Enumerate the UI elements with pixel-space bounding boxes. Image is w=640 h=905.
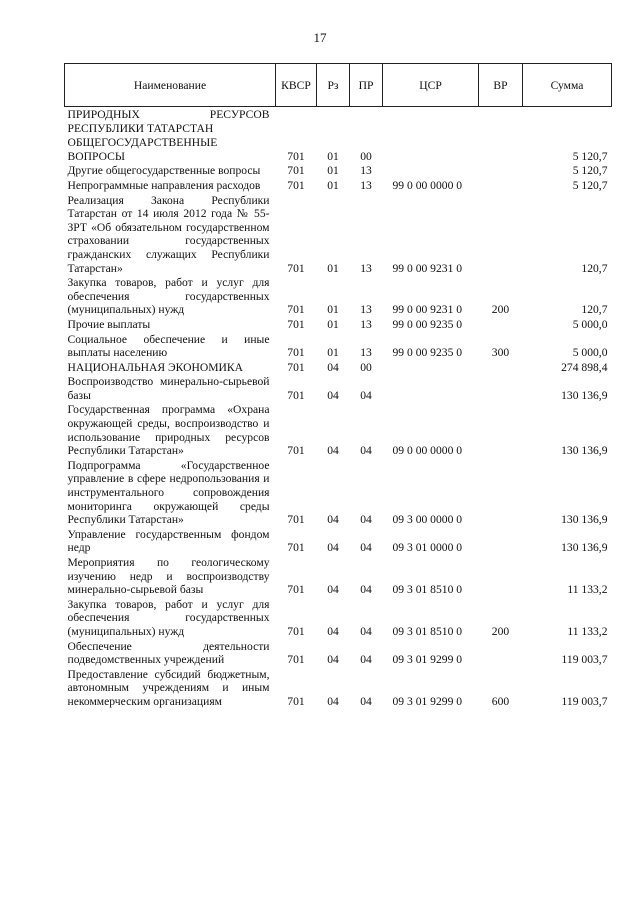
row-sum: 130 136,9 <box>561 513 608 527</box>
table-row <box>65 667 612 709</box>
row-vr <box>479 178 523 193</box>
row-sum: 119 003,7 <box>561 694 608 708</box>
row-rz: 04 <box>327 444 339 458</box>
row-name: Обеспечение деятельности подведомственных учреждений <box>67 639 270 667</box>
table-row <box>65 317 612 332</box>
row-sum: 5 120,7 <box>572 149 608 163</box>
row-csr: 09 3 01 9299 0 <box>392 653 463 667</box>
table-row <box>65 527 612 555</box>
row-name: Социальное обеспечение и иные выплаты населению <box>67 332 270 360</box>
column-header-rz: Рз <box>317 64 350 107</box>
row-csr <box>383 374 479 402</box>
row-kvsr: 701 <box>287 653 305 667</box>
page-number: 17 <box>313 30 327 45</box>
row-rz: 04 <box>327 653 339 667</box>
row-csr <box>383 360 479 375</box>
row-sum: 5 120,7 <box>572 178 608 192</box>
row-csr: 09 3 01 8510 0 <box>392 583 463 597</box>
table-row <box>65 193 612 276</box>
row-pr: 13 <box>360 261 372 275</box>
row-sum: 130 136,9 <box>561 388 608 402</box>
row-vr <box>479 458 523 527</box>
row-pr: 04 <box>360 694 372 708</box>
row-csr: 09 3 01 9299 0 <box>392 694 463 708</box>
row-pr: 04 <box>360 541 372 555</box>
row-kvsr: 701 <box>287 317 305 331</box>
row-vr <box>479 555 523 597</box>
row-sum: 5 000,0 <box>572 317 608 331</box>
row-rz: 04 <box>327 694 339 708</box>
row-kvsr <box>276 107 317 136</box>
table-row <box>65 178 612 193</box>
row-name: Подпрограмма «Государственное управление в сфере недропользования и инструментального сопровождения мониторинга окружающей среды Республики Татарстан» <box>67 458 270 527</box>
row-vr <box>479 639 523 667</box>
row-rz: 01 <box>327 346 339 360</box>
column-header-vr: ВР <box>479 64 523 107</box>
row-sum: 120,7 <box>581 303 608 317</box>
row-sum: 5 120,7 <box>572 164 608 178</box>
row-rz: 04 <box>327 583 339 597</box>
budget-table <box>64 63 612 709</box>
row-name: Мероприятия по геологическому изучению недр и воспроизводству минерально-сырьевой базы <box>67 556 270 597</box>
table-row <box>65 107 612 136</box>
row-csr: 09 0 00 0000 0 <box>392 444 463 458</box>
row-name: ОБЩЕГОСУДАРСТВЕННЫЕ ВОПРОСЫ <box>67 136 218 163</box>
column-header-name: Наименование <box>65 64 276 107</box>
row-name: Воспроизводство минерально-сырьевой базы <box>67 375 270 402</box>
row-pr: 13 <box>360 178 372 192</box>
table-row <box>65 374 612 402</box>
row-rz: 01 <box>327 164 339 178</box>
row-vr: 300 <box>491 346 510 360</box>
row-name: Управление государственным фондом недр <box>67 527 270 555</box>
row-rz: 04 <box>327 360 339 374</box>
row-csr: 99 0 00 9231 0 <box>392 261 463 275</box>
row-kvsr: 701 <box>287 261 305 275</box>
table-row <box>65 639 612 667</box>
row-vr <box>479 527 523 555</box>
row-name: Непрограммные направления расходов <box>67 178 261 192</box>
row-rz: 04 <box>327 541 339 555</box>
row-kvsr: 701 <box>287 164 305 178</box>
row-rz: 04 <box>327 624 339 638</box>
row-vr: 200 <box>491 624 510 638</box>
row-name: НАЦИОНАЛЬНАЯ ЭКОНОМИКА <box>67 360 244 374</box>
table-row <box>65 275 612 317</box>
row-csr: 99 0 00 0000 0 <box>392 178 463 192</box>
row-sum: 274 898,4 <box>561 360 608 374</box>
row-vr <box>479 360 523 375</box>
row-kvsr: 701 <box>287 513 305 527</box>
row-sum: 120,7 <box>581 261 608 275</box>
row-pr: 04 <box>360 653 372 667</box>
table-row <box>65 555 612 597</box>
row-rz: 04 <box>327 513 339 527</box>
row-csr: 99 0 00 9235 0 <box>392 317 463 331</box>
row-rz: 04 <box>327 388 339 402</box>
row-vr <box>479 193 523 276</box>
row-sum: 119 003,7 <box>561 653 608 667</box>
row-kvsr: 701 <box>287 388 305 402</box>
row-vr <box>479 135 523 163</box>
row-pr: 04 <box>360 444 372 458</box>
row-csr: 09 3 01 0000 0 <box>392 541 463 555</box>
table-row <box>65 597 612 639</box>
row-vr <box>479 163 523 178</box>
row-sum: 11 133,2 <box>567 624 608 638</box>
row-csr <box>383 135 479 163</box>
row-kvsr: 701 <box>287 541 305 555</box>
row-pr: 04 <box>360 388 372 402</box>
row-vr: 600 <box>491 694 510 708</box>
row-csr <box>383 107 479 136</box>
table-row <box>65 163 612 178</box>
row-name: Закупка товаров, работ и услуг для обеспечения государственных (муниципальных) нужд <box>67 276 270 317</box>
row-kvsr: 701 <box>287 360 305 374</box>
row-name: Закупка товаров, работ и услуг для обеспечения государственных (муниципальных) нужд <box>67 597 270 638</box>
column-header-sum: Сумма <box>523 64 612 107</box>
table-header-row <box>65 64 612 107</box>
table-row <box>65 458 612 527</box>
column-header-pr: ПР <box>350 64 383 107</box>
row-pr: 00 <box>360 360 372 374</box>
row-kvsr: 701 <box>287 694 305 708</box>
row-sum: 5 000,0 <box>572 346 608 360</box>
row-kvsr: 701 <box>287 178 305 192</box>
row-rz: 01 <box>327 261 339 275</box>
row-pr <box>350 107 383 136</box>
row-name: Прочие выплаты <box>67 317 151 331</box>
row-csr: 99 0 00 9231 0 <box>392 303 463 317</box>
row-sum: 130 136,9 <box>561 541 608 555</box>
row-kvsr: 701 <box>287 149 305 163</box>
row-sum: 130 136,9 <box>561 444 608 458</box>
row-csr: 09 3 01 8510 0 <box>392 624 463 638</box>
row-pr: 00 <box>360 149 372 163</box>
row-name: Другие общегосударственные вопросы <box>67 164 261 178</box>
table-row <box>65 360 612 375</box>
column-header-kvsr: КВСР <box>276 64 317 107</box>
row-pr: 13 <box>360 317 372 331</box>
row-rz: 01 <box>327 317 339 331</box>
row-rz <box>317 107 350 136</box>
row-pr: 13 <box>360 346 372 360</box>
row-vr: 200 <box>491 303 510 317</box>
table-row <box>65 135 612 163</box>
row-name: Реализация Закона Республики Татарстан от 14 июля 2012 года № 55-ЗРТ «Об обязательном государственном страховании государственных гражданских служащих Республики Татарстан» <box>67 193 270 275</box>
row-csr: 99 0 00 9235 0 <box>392 346 463 360</box>
row-vr <box>479 402 523 457</box>
row-vr <box>479 374 523 402</box>
row-pr: 04 <box>360 624 372 638</box>
row-vr <box>479 317 523 332</box>
table-row <box>65 402 612 457</box>
row-pr: 04 <box>360 583 372 597</box>
row-rz: 01 <box>327 303 339 317</box>
row-csr <box>383 163 479 178</box>
row-pr: 04 <box>360 513 372 527</box>
row-pr: 13 <box>360 164 372 178</box>
row-rz: 01 <box>327 149 339 163</box>
row-rz: 01 <box>327 178 339 192</box>
row-csr: 09 3 00 0000 0 <box>392 513 463 527</box>
table-row <box>65 332 612 360</box>
row-kvsr: 701 <box>287 303 305 317</box>
row-kvsr: 701 <box>287 583 305 597</box>
row-name: ПРИРОДНЫХ РЕСУРСОВ РЕСПУБЛИКИ ТАТАРСТАН <box>67 108 270 135</box>
row-kvsr: 701 <box>287 444 305 458</box>
row-sum: 11 133,2 <box>567 583 608 597</box>
row-name: Предоставление субсидий бюджетным, автономным учреждениям и иным некоммерческим организациям <box>67 667 270 708</box>
column-header-csr: ЦСР <box>383 64 479 107</box>
row-kvsr: 701 <box>287 346 305 360</box>
row-name: Государственная программа «Охрана окружающей среды, воспроизводство и использование природных ресурсов Республики Татарстан» <box>67 403 270 458</box>
row-sum <box>523 107 612 136</box>
row-vr <box>479 107 523 136</box>
row-pr: 13 <box>360 303 372 317</box>
row-kvsr: 701 <box>287 624 305 638</box>
